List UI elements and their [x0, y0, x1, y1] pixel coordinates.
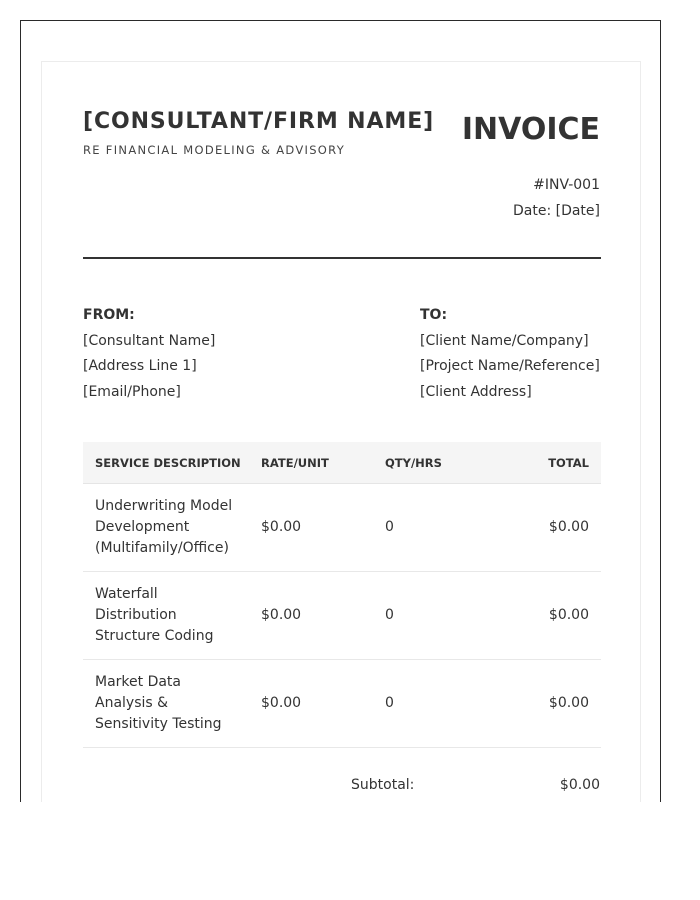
- column-header-total: TOTAL: [478, 442, 601, 484]
- row-qty: 0: [373, 572, 478, 660]
- to-line: [Client Name/Company]: [420, 332, 589, 349]
- row-rate: $0.00: [249, 660, 373, 748]
- table-row: [83, 572, 601, 660]
- row-description: Waterfall Distribution Structure Coding: [83, 572, 249, 660]
- table-header: [83, 442, 601, 484]
- table-row: [83, 484, 601, 572]
- row-description: Underwriting Model Development (Multifamily/Office): [83, 484, 249, 572]
- subtotal-value: $0.00: [559, 777, 600, 793]
- to-block: [420, 303, 600, 405]
- from-block: [83, 303, 215, 405]
- column-header-qty: QTY/HRS: [373, 442, 478, 484]
- invoice-page: [41, 61, 641, 802]
- column-header-description: SERVICE DESCRIPTION: [83, 442, 249, 484]
- invoice-date: Date: [Date]: [512, 203, 600, 219]
- row-qty: 0: [373, 660, 478, 748]
- row-total: $0.00: [478, 484, 601, 572]
- row-total: $0.00: [478, 572, 601, 660]
- invoice-title: INVOICE: [461, 112, 600, 147]
- invoice-number: #INV-001: [533, 177, 600, 193]
- row-total: $0.00: [478, 660, 601, 748]
- invoice-meta: [513, 172, 600, 224]
- row-rate: $0.00: [249, 484, 373, 572]
- document-frame: [20, 20, 661, 802]
- line-items-table: [83, 442, 601, 748]
- to-line: [Client Address]: [420, 383, 532, 400]
- from-line: [Email/Phone]: [83, 383, 181, 400]
- from-label: FROM:: [83, 307, 135, 323]
- to-line: [Project Name/Reference]: [420, 358, 600, 374]
- column-header-rate: RATE/UNIT: [249, 442, 373, 484]
- row-rate: $0.00: [249, 572, 373, 660]
- header-divider: [83, 257, 601, 259]
- firm-tagline: RE FINANCIAL MODELING & ADVISORY: [83, 143, 346, 157]
- row-description: Market Data Analysis & Sensitivity Testing: [83, 660, 249, 748]
- subtotal-label: Subtotal:: [351, 777, 415, 793]
- firm-name: [CONSULTANT/FIRM NAME]: [83, 109, 435, 134]
- from-line: [Address Line 1]: [83, 358, 197, 374]
- to-label: TO:: [420, 307, 448, 323]
- table-header-row: [83, 442, 601, 484]
- from-line: [Consultant Name]: [83, 332, 216, 349]
- table-row: [83, 660, 601, 748]
- row-qty: 0: [373, 484, 478, 572]
